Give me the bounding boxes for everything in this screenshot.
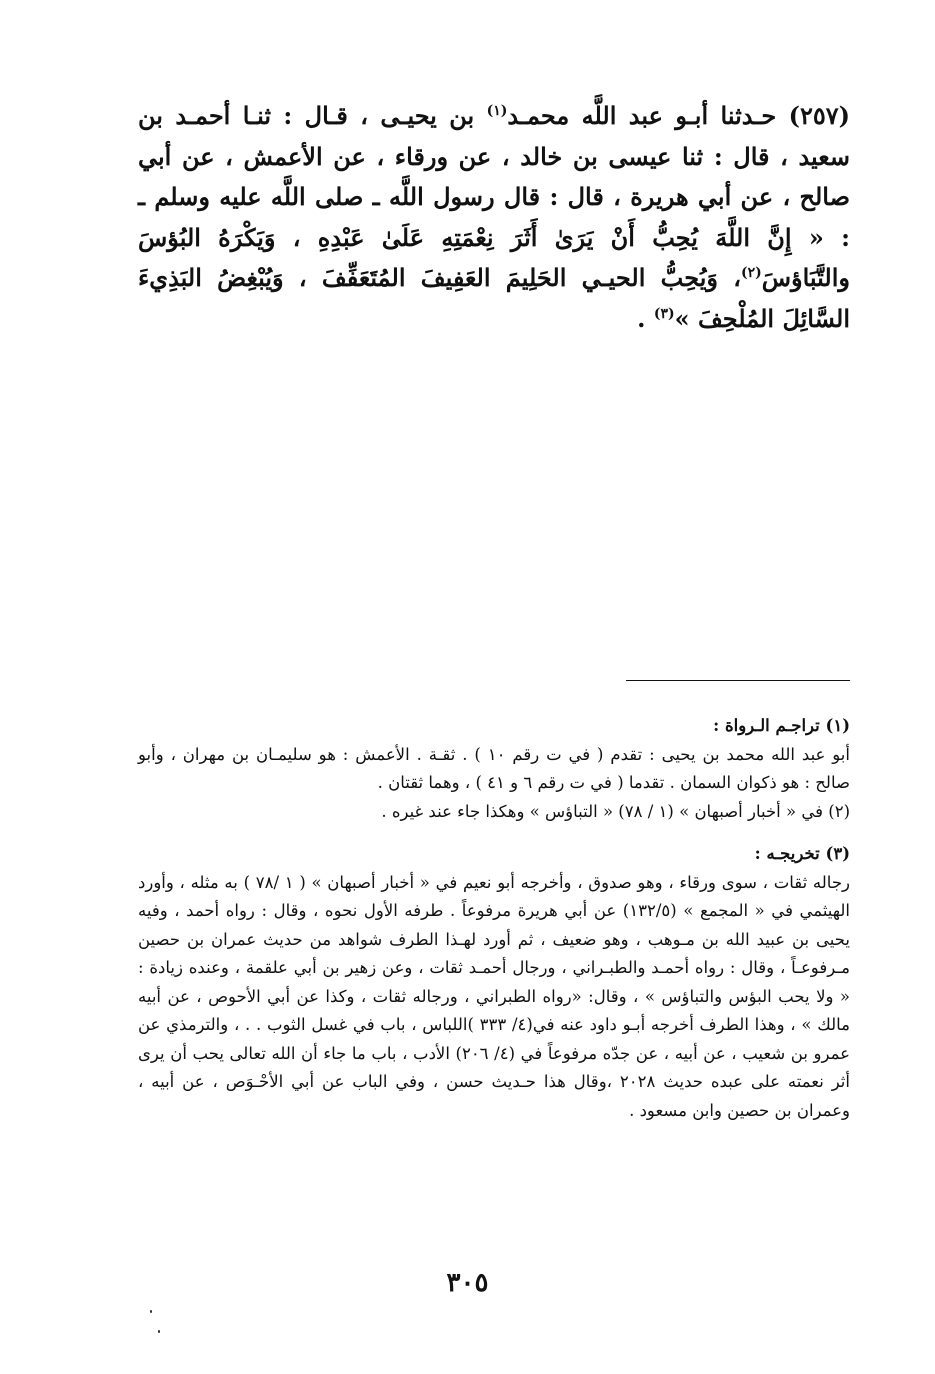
hadith-text-part-4: . bbox=[637, 303, 654, 333]
footnote-2: (٢) في « أخبار أصبهان » (١ / ٧٨) « التباؤس » وهكذا جاء عند غيره . bbox=[381, 801, 850, 821]
footnote-spacer bbox=[138, 826, 850, 840]
scan-speck bbox=[158, 1330, 160, 1333]
footnote-1-body: أبو عبد الله محمد بن يحيى : تقدم ( في ت رقم ١٠ ) . ثقـة . الأعمش : هو سليمـان بن مهران ، وأبو صالح : هو ذكوان السمان . تقدما ( في ت رقم ٦ و ٤١ ) ، وهما ثقتان . bbox=[138, 744, 850, 792]
page-number: ٣٠٥ bbox=[446, 1268, 489, 1298]
footnote-marker-2: (٢) bbox=[740, 265, 762, 281]
hadith-text bbox=[138, 96, 850, 339]
footnote-1-title: (١) تراجـم الـرواة : bbox=[713, 716, 850, 735]
hadith-paragraph bbox=[138, 96, 850, 339]
footnotes-section bbox=[138, 712, 850, 1125]
scan-speck bbox=[150, 1310, 152, 1313]
footnote-marker-1: (١) bbox=[486, 103, 508, 119]
footnote-marker-3: (٣) bbox=[653, 305, 675, 322]
hadith-text-part-1: (٢٥٧) حـدثنا أبـو عبد اللَّه محمـد bbox=[507, 101, 850, 130]
hadith-text-part-2: بن يحيـى ، قـال : ثنـا أحمـد بن سعيد ، قال : ثنا عيسى بن خالد ، عن ورقاء ، عن الأعمش ، عن أبي صالح ، عن أبي هريرة ، قال : قال رسول اللَّه ـ صلى اللَّه عليه وسلم ـ : « إِنَّ اللَّهَ يُحِبُّ أَنْ يَرَىٰ أَثَرَ نِعْمَتِهِ عَلَىٰ عَبْدِهِ ، وَيَكْرَهُ البُؤسَ والتَّبَاؤسَ bbox=[138, 101, 850, 292]
footnote-3-body: رجاله ثقات ، سوى ورقاء ، وهو صدوق ، وأخرجه أبو نعيم في « أخبار أصبهان » ( ١ /٧٨ ) به مثله ، وأورد الهيثمي في « المجمع » (١٣٢/٥) عن أبي هريرة مرفوعاً . طرفه الأول نحوه ، وقال : رواه أحمد ، وفيه يحيى بن عبيد الله بن مـوهب ، وهو ضعيف ، ثم أورد لهـذا الطرف شواهد من حديث عمران بن حصين مـرفوعـاً ، وقال : رواه أحمـد والطبـراني ، ورجال أحمـد ثقات ، وعن زهير بن أبي علقمة ، وعنده زيادة : « ولا يحب البؤس والتباؤس » ، وقال: «رواه الطبراني ، ورجاله ثقات ، وكذا عن أبي الأحوص ، عن أبيه مالك » ، وهذا الطرف أخرجه أبـو داود عنه في(٤/ ٣٣٣ )اللباس ، باب في غسل الثوب . . ، والترمذي عن عمرو بن شعيب ، عن أبيه ، عن جدّه مرفوعاً في (٤/ ٢٠٦) الأدب ، باب ما جاء أن الله تعالى يحب أن يرى أثر نعمته على عبده حديث ٢٠٢٨ ،وقال هذا حـديث حسن ، وفي الباب عن أبي الأحْـوَص ، عن أبيه ، وعمران بن حصين وابن مسعود . bbox=[138, 872, 850, 1120]
footnote-3-title: (٣) تخريجـه : bbox=[754, 844, 850, 863]
footnote-divider bbox=[626, 680, 850, 681]
hadith-text-part-3: ، وَيُحِبُّ الحيـي الحَلِيمَ العَفِيفَ المُتَعَفِّفَ ، وَيُبْغِضُ البَذِيءَ السَّائِلَ المُلْحِفَ » bbox=[138, 263, 850, 333]
